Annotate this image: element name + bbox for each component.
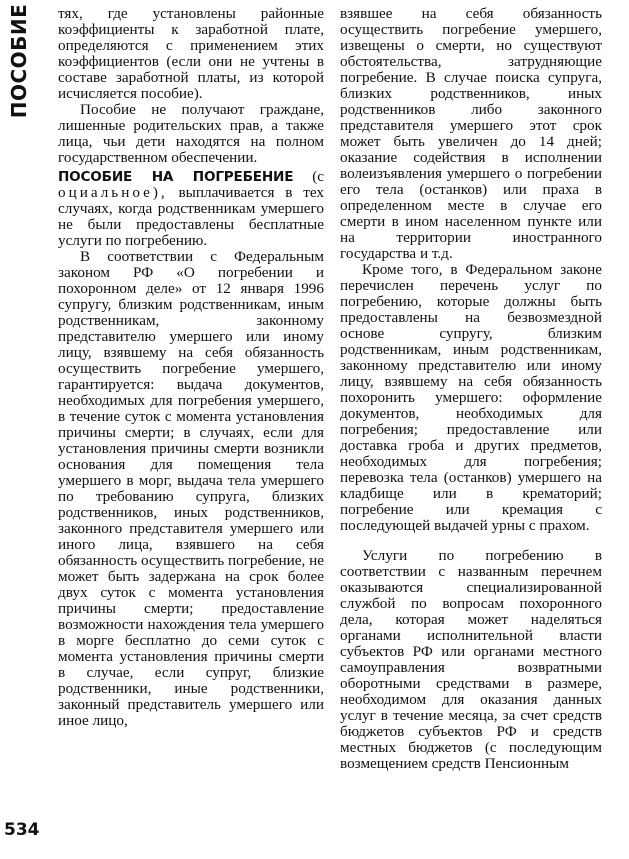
left-paragraph-3-rest: выплачивается в тех случаях, когда родственникам умершего не были предоставлены бесплатные услуги по погребению. (58, 184, 324, 249)
left-column (58, 6, 324, 729)
right-column (340, 6, 602, 772)
right-paragraph-3: Услуги по погребению в соответствии с названным перечнем оказываются специализированной службой по вопросам похоронного дела, которая может наделяться органами исполнительной власти субъектов РФ или органами местного самоуправления возвратными оборотными средствами в размере, необходимом для оказания данных услуг в течение месяца, за счет средств бюджетов субъектов РФ и средств местных бюджетов (с последующим возмещением средств Пенсионным (340, 547, 602, 772)
right-paragraph-1: взявшее на себя обязанность осуществить погребение умершего, извещены о смерти, но существуют обстоятельства, затрудняющие погребение. В случае поиска супруга, близких родственников, иных родственников либо законного представителя умершего этот срок может быть увеличен до 14 дней; оказание содействия в исполнении волеизъявления умершего о погребении его тела (останков) или праха в определенном месте в случае его смерти в ином населенном пункте или на территории иностранного государства и т.д. (340, 5, 602, 262)
section-side-label (4, 3, 34, 119)
left-paragraph-3 (58, 169, 324, 249)
left-paragraph-1: тях, где установлены районные коэффициенты к заработной плате, определяются с применением этих коэффициентов (если они не учтены в составе заработной платы, из которой исчисляется пособие). (58, 5, 324, 102)
heading-spaced-word: оциальное), (58, 184, 168, 201)
heading-paren-open: (с (312, 168, 325, 185)
left-paragraph-4: В соответствии с Федеральным законом РФ «О погребении и похоронном деле» от 12 января 1996 супругу, близким родственникам, иным родственникам, законному представителю умершего или иному лицу, взявшему на себя обязанность осуществить погребение умершего, гарантируется: выдача документов, необходимых для погребения умершего, в течение суток с момента установления причины смерти; в случаях, если для установления причины смерти возникли основания для помещения тела умершего в морг, выдача тела умершего по требованию супруга, близких родственников, иных родственников, законного представителя умершего или иного лица, взявшего на себя обязанность осуществить погребение, не может быть задержана на срок более двух суток с момента установления причины смерти; предоставление возможности нахождения тела умершего в морге бесплатно до семи суток с момента установления причины смерти в случае, если супруг, близкие родственники, иные родственники, законный представитель умершего или иное лицо, (58, 248, 324, 729)
section-heading: ПОСОБИЕ НА ПОГРЕБЕНИЕ (58, 169, 294, 185)
left-paragraph-2: Пособие не получают граждане, лишенные родительских прав, а также лица, чьи дети находятся на полном государственном обеспечении. (58, 101, 324, 166)
right-paragraph-2: Кроме того, в Федеральном законе перечислен перечень услуг по погребению, которые должны быть предоставлены на безвозмездной основе супругу, близким родственникам, иным родственникам, законному представителю или иному лицу, взявшему на себя обязанность похоронить умершего: оформление документов, необходимых для погребения; предоставление или доставка гроба и других предметов, необходимых для погребения; перевозка тела (останков) умершего на кладбище или в крематорий; погребение или кремация с последующей выдачей урны с прахом. (340, 261, 602, 534)
section-side-label-text: ПОСОБИЕ (7, 3, 31, 119)
page-number: 534 (4, 820, 40, 840)
